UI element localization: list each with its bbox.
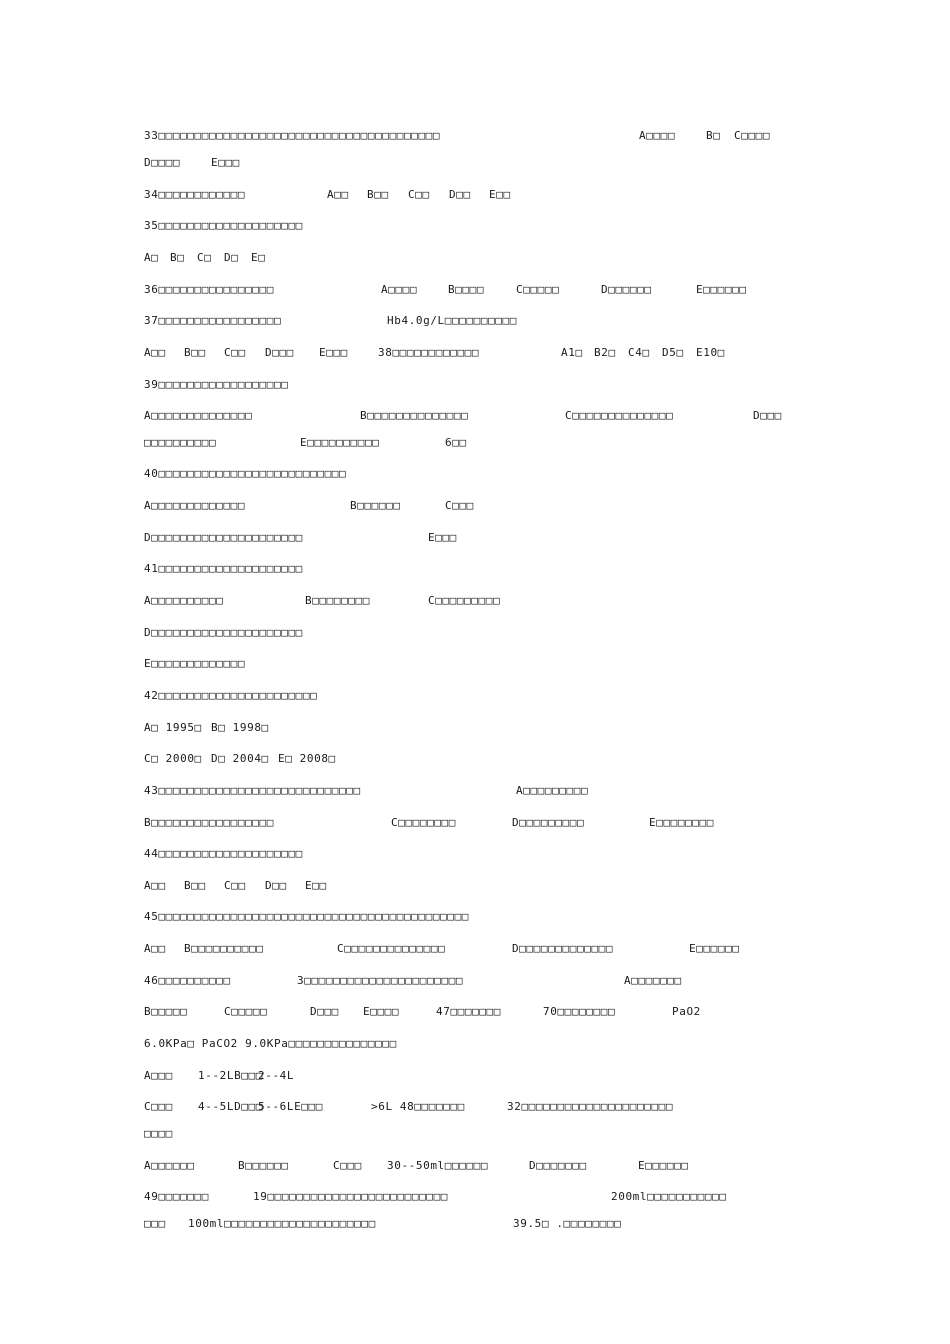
text-segment: 41□□□□□□□□□□□□□□□□□□□□ [144, 562, 303, 575]
text-segment: 5--6LE□□□ [258, 1100, 324, 1113]
text-segment: B□□□□□□□□ [305, 594, 371, 607]
text-segment: D□□□□□□□□□ [512, 816, 585, 829]
text-segment: 4--5LD□□□ [198, 1100, 264, 1113]
text-segment: C□□□ [333, 1159, 362, 1172]
text-segment: D□□ [265, 879, 287, 892]
text-segment: 30--50ml□□□□□□ [387, 1159, 489, 1172]
text-segment: A1□ [561, 346, 583, 359]
text-segment: A□□□□□□□□□□□□□□ [144, 409, 253, 422]
text-segment: A□ 1995□ [144, 721, 202, 734]
text-segment: C□□□□□ [224, 1005, 268, 1018]
text-segment: D□□□□□□□□□□□□□□□□□□□□□ [144, 531, 303, 544]
text-segment: B□□□□□ [144, 1005, 188, 1018]
text-segment: E□□□ [428, 531, 457, 544]
text-segment: □□□□□□□□□□ [144, 436, 217, 449]
text-segment: 42□□□□□□□□□□□□□□□□□□□□□□ [144, 689, 318, 702]
text-segment: A□□ [327, 188, 349, 201]
text-segment: E□ [251, 251, 266, 264]
text-segment: C□□ [224, 879, 246, 892]
text-segment: A□□ [144, 879, 166, 892]
text-segment: 39□□□□□□□□□□□□□□□□□□ [144, 378, 289, 391]
text-segment: 70□□□□□□□□ [543, 1005, 616, 1018]
text-segment: D□□□□□□□□□□□□□ [512, 942, 614, 955]
text-segment: D□□ [449, 188, 471, 201]
text-segment: 38□□□□□□□□□□□□ [378, 346, 480, 359]
text-segment: C□□□□□ [516, 283, 560, 296]
text-segment: C□□□ [445, 499, 474, 512]
text-segment: A□□□□ [381, 283, 418, 296]
text-segment: A□□□□□□□□□□□□□ [144, 499, 246, 512]
text-segment: 3□□□□□□□□□□□□□□□□□□□□□□ [297, 974, 464, 987]
text-segment: B□ 1998□ [211, 721, 269, 734]
text-segment: 35□□□□□□□□□□□□□□□□□□□□ [144, 219, 303, 232]
text-segment: Hb4.0g/L□□□□□□□□□□ [387, 314, 518, 327]
text-segment: E□□□□□□ [689, 942, 740, 955]
text-segment: E□□□□□□□□□□□□□ [144, 657, 246, 670]
text-segment: E10□ [696, 346, 725, 359]
text-segment: B□□□□ [448, 283, 485, 296]
text-segment: C□□□□□□□□□□□□□□ [337, 942, 446, 955]
text-segment: □□□ [144, 1217, 166, 1230]
text-segment: C□□□□□□□□□□□□□□ [565, 409, 674, 422]
text-segment: C4□ [628, 346, 650, 359]
text-segment: D□□□ [310, 1005, 339, 1018]
text-segment: 32□□□□□□□□□□□□□□□□□□□□□ [507, 1100, 674, 1113]
text-segment: 39.5□ .□□□□□□□□ [513, 1217, 622, 1230]
text-segment: E□□□□ [363, 1005, 400, 1018]
text-segment: A□□□□ [639, 129, 676, 142]
text-segment: 37□□□□□□□□□□□□□□□□□ [144, 314, 282, 327]
text-segment: 6□□ [445, 436, 467, 449]
text-segment: E□□□□□□□□□□ [300, 436, 380, 449]
text-segment: A□□□□□□ [144, 1159, 195, 1172]
text-segment: C□□□□□□□□ [391, 816, 457, 829]
text-segment: 43□□□□□□□□□□□□□□□□□□□□□□□□□□□□ [144, 784, 361, 797]
text-segment: E□ 2008□ [278, 752, 336, 765]
text-segment: 100ml□□□□□□□□□□□□□□□□□□□□□ [188, 1217, 376, 1230]
text-segment: >6L 48□□□□□□□ [371, 1100, 465, 1113]
text-segment: D□□□ [753, 409, 782, 422]
text-segment: A□□ [144, 942, 166, 955]
text-segment: D□□□□□□□ [529, 1159, 587, 1172]
text-segment: 6.0KPa□ PaCO2 9.0KPa□□□□□□□□□□□□□□□ [144, 1037, 397, 1050]
text-segment: C□□□ [144, 1100, 173, 1113]
text-segment: E□□□□□□ [696, 283, 747, 296]
text-segment: C□□□□ [734, 129, 771, 142]
text-segment: D□ [224, 251, 239, 264]
text-segment: 34□□□□□□□□□□□□ [144, 188, 246, 201]
text-segment: B□□ [367, 188, 389, 201]
text-segment: 1--2LB□□□ [198, 1069, 264, 1082]
text-segment: 46□□□□□□□□□□ [144, 974, 231, 987]
text-segment: E□□ [489, 188, 511, 201]
text-segment: 36□□□□□□□□□□□□□□□□ [144, 283, 275, 296]
text-segment: E□□ [305, 879, 327, 892]
text-segment: D□ 2004□ [211, 752, 269, 765]
text-segment: E□□□ [211, 156, 240, 169]
text-segment: 49□□□□□□□ [144, 1190, 210, 1203]
text-segment: B□□□□□□□□□□□□□□ [360, 409, 469, 422]
text-segment: A□□ [144, 346, 166, 359]
text-segment: A□□□□□□□□□ [516, 784, 589, 797]
text-segment: B□ [706, 129, 721, 142]
text-segment: D□□□□□□ [601, 283, 652, 296]
text-segment: D□□□□ [144, 156, 181, 169]
text-segment: C□□□□□□□□□ [428, 594, 501, 607]
text-segment: 44□□□□□□□□□□□□□□□□□□□□ [144, 847, 303, 860]
text-segment: A□□□□□□□ [624, 974, 682, 987]
text-segment: E□□□ [319, 346, 348, 359]
text-segment: D□□□□□□□□□□□□□□□□□□□□□ [144, 626, 303, 639]
text-segment: C□ 2000□ [144, 752, 202, 765]
text-segment: PaO2 [672, 1005, 701, 1018]
text-segment: E□□□□□□□□ [649, 816, 715, 829]
text-segment: A□□□ [144, 1069, 173, 1082]
text-segment: D5□ [662, 346, 684, 359]
text-segment: B□□□□□□ [238, 1159, 289, 1172]
text-segment: 45□□□□□□□□□□□□□□□□□□□□□□□□□□□□□□□□□□□□□□□□□□□ [144, 910, 470, 923]
text-segment: C□□ [224, 346, 246, 359]
text-segment: 40□□□□□□□□□□□□□□□□□□□□□□□□□□ [144, 467, 347, 480]
text-segment: B□□□□□□□□□□ [184, 942, 264, 955]
text-segment: C□□ [408, 188, 430, 201]
text-segment: B□□□□□□ [350, 499, 401, 512]
text-segment: 200ml□□□□□□□□□□□ [611, 1190, 727, 1203]
text-segment: B□□ [184, 346, 206, 359]
text-segment: □□□□ [144, 1127, 173, 1140]
text-segment: 47□□□□□□□ [436, 1005, 502, 1018]
text-segment: E□□□□□□ [638, 1159, 689, 1172]
text-segment: A□ [144, 251, 159, 264]
text-segment: C□ [197, 251, 212, 264]
text-segment: 2--4L [258, 1069, 295, 1082]
text-segment: B2□ [594, 346, 616, 359]
text-segment: A□□□□□□□□□□ [144, 594, 224, 607]
text-segment: B□ [170, 251, 185, 264]
text-segment: 33□□□□□□□□□□□□□□□□□□□□□□□□□□□□□□□□□□□□□□□ [144, 129, 441, 142]
text-segment: B□□ [184, 879, 206, 892]
text-segment: B□□□□□□□□□□□□□□□□□ [144, 816, 275, 829]
text-segment: 19□□□□□□□□□□□□□□□□□□□□□□□□□ [253, 1190, 449, 1203]
text-segment: D□□□ [265, 346, 294, 359]
